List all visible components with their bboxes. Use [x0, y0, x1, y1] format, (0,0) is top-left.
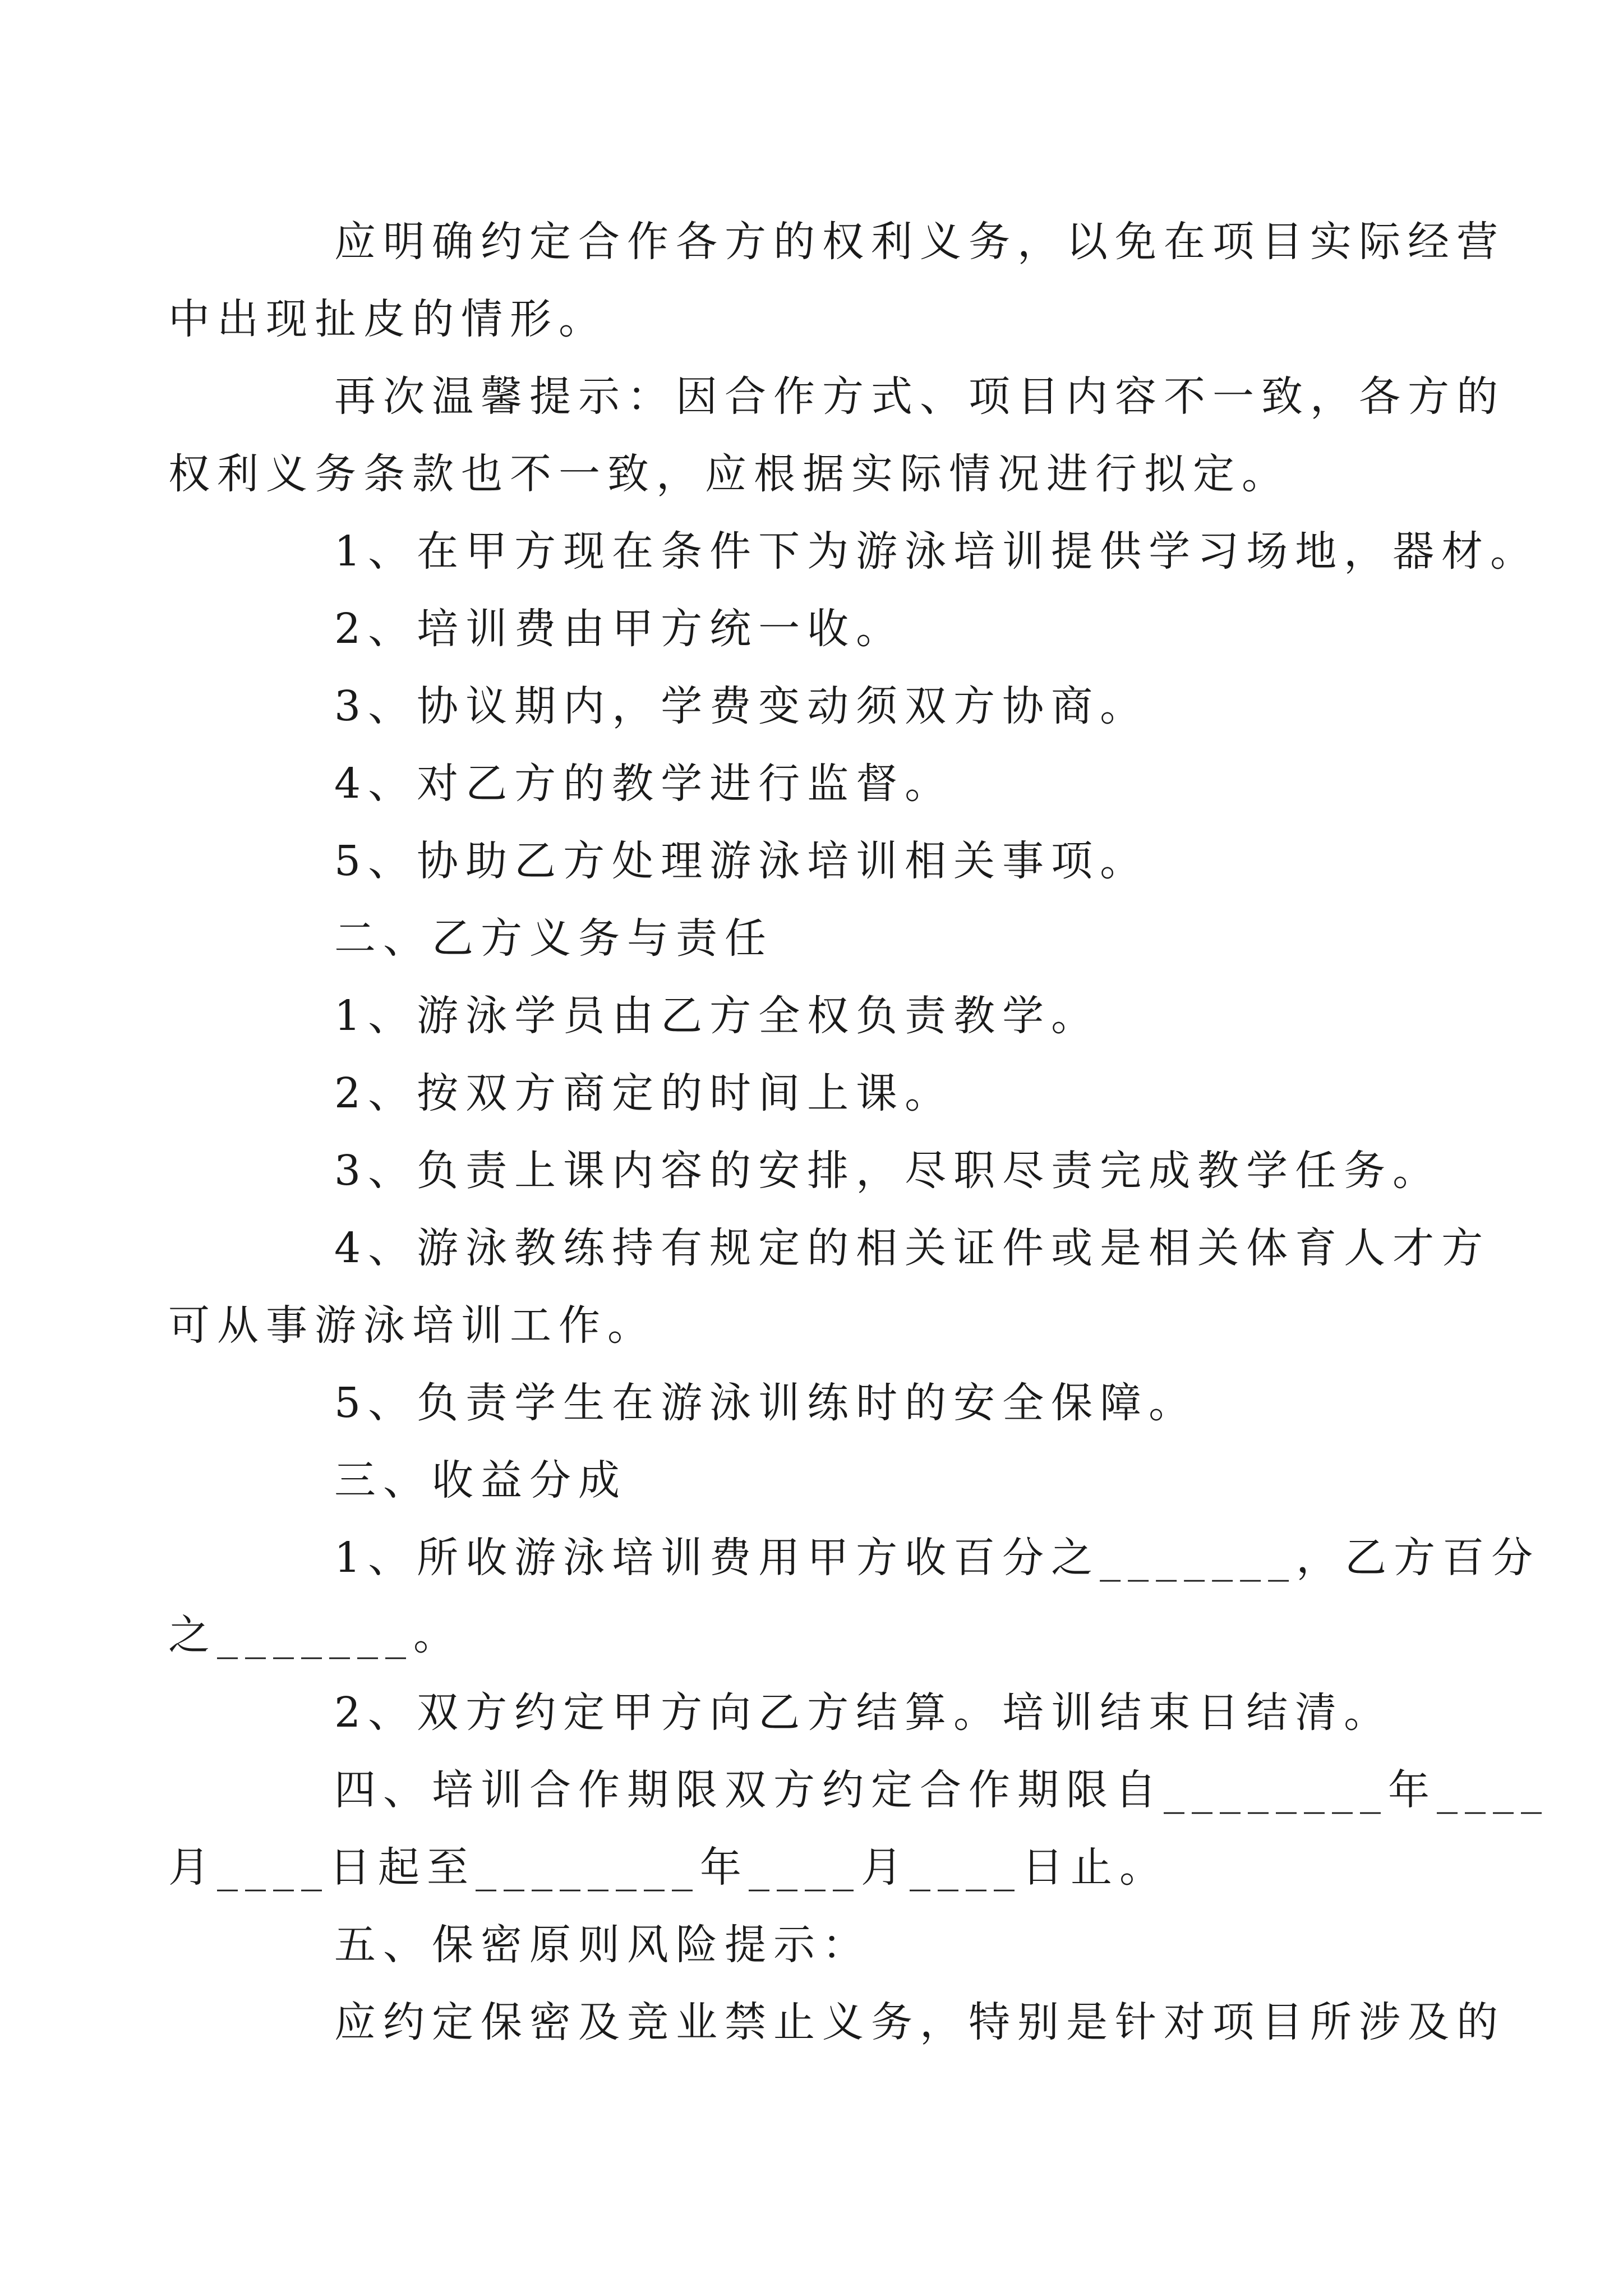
text-line: 中出现扯皮的情形。 — [168, 295, 607, 343]
list-item — [168, 1209, 1491, 1364]
paragraph — [168, 358, 1505, 513]
text-line: 1、在甲方现在条件下为游泳培训提供学习场地，器材。 — [334, 527, 1539, 576]
text-line: 1、所收游泳培训费用甲方收百分之_______，乙方百分 — [334, 1534, 1541, 1582]
text-line: 2、按双方商定的时间上课。 — [334, 1069, 954, 1117]
list-item — [251, 513, 1539, 590]
document-body — [168, 203, 1549, 2061]
section-heading — [251, 1442, 1390, 1519]
section-heading — [251, 1906, 1390, 1984]
list-item — [251, 745, 1390, 822]
text-line: 4、对乙方的教学进行监督。 — [334, 760, 954, 808]
text-line: 三、收益分成 — [334, 1456, 627, 1504]
text-line: 可从事游泳培训工作。 — [168, 1301, 656, 1350]
text-line: 权利义务条款也不一致，应根据实际情况进行拟定。 — [168, 450, 1290, 498]
text-line: 4、游泳教练持有规定的相关证件或是相关体育人才方 — [334, 1224, 1491, 1272]
list-item — [168, 1519, 1541, 1674]
text-line: 3、协议期内，学费变动须双方协商。 — [334, 682, 1149, 730]
text-line: 1、游泳学员由乙方全权负责教学。 — [334, 992, 1100, 1040]
list-item — [251, 1055, 1390, 1132]
list-item — [251, 1132, 1442, 1209]
text-line: 5、负责学生在游泳训练时的安全保障。 — [334, 1379, 1198, 1427]
section-heading — [168, 1751, 1549, 1906]
text-line: 2、双方约定甲方向乙方结算。培训结束日结清。 — [334, 1688, 1393, 1737]
list-item — [251, 590, 1390, 668]
paragraph — [168, 203, 1505, 358]
list-item — [251, 1674, 1393, 1751]
text-line: 2、培训费由甲方统一收。 — [334, 605, 905, 653]
text-line: 之_______。 — [168, 1611, 462, 1659]
text-line: 5、协助乙方处理游泳培训相关事项。 — [334, 837, 1149, 885]
text-line: 月____日起至________年____月____日止。 — [168, 1843, 1168, 1892]
text-line: 再次温馨提示：因合作方式、项目内容不一致，各方的 — [334, 372, 1505, 421]
text-line: 应约定保密及竞业禁止义务，特别是针对项目所涉及的 — [334, 1998, 1505, 2046]
text-line: 应明确约定合作各方的权利义务，以免在项目实际经营 — [334, 218, 1505, 266]
text-line: 五、保密原则风险提示： — [334, 1921, 871, 1969]
paragraph — [251, 1984, 1505, 2061]
text-line: 四、培训合作期限双方约定合作期限自________年____ — [334, 1766, 1549, 1814]
section-heading — [251, 900, 1390, 977]
text-line: 二、乙方义务与责任 — [334, 914, 773, 963]
list-item — [251, 668, 1390, 745]
list-item — [251, 822, 1390, 900]
list-item — [251, 977, 1390, 1055]
text-line: 3、负责上课内容的安排，尽职尽责完成教学任务。 — [334, 1147, 1442, 1195]
list-item — [251, 1364, 1390, 1442]
